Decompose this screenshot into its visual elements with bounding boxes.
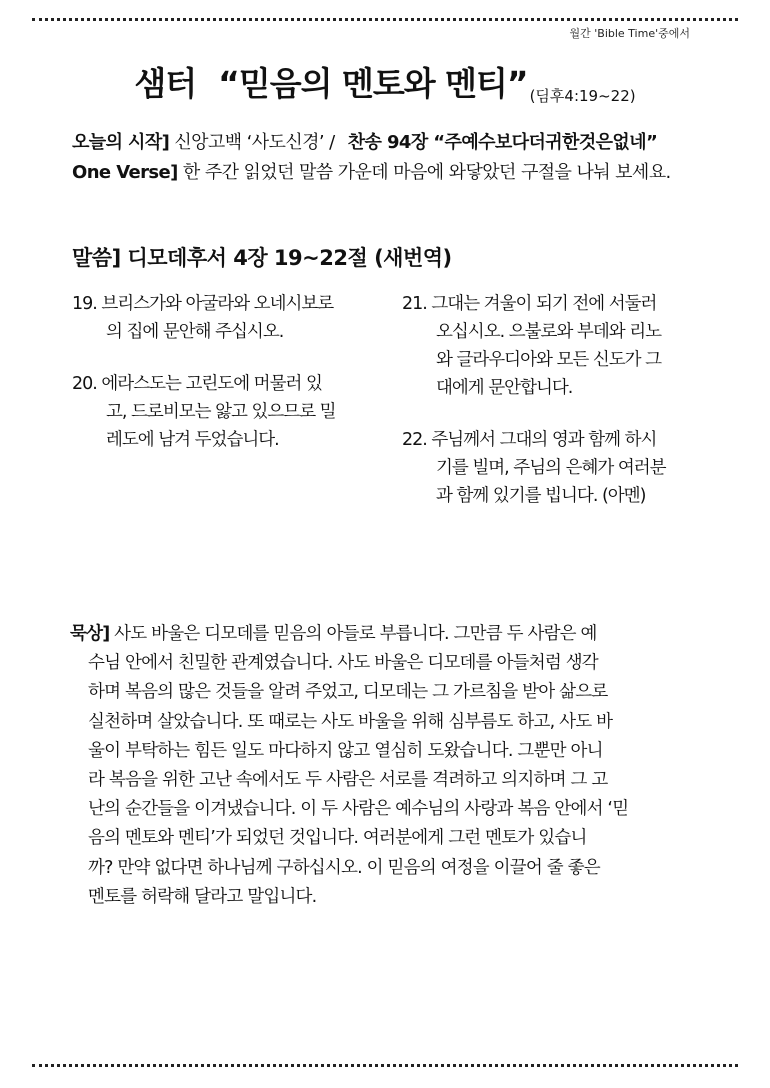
meditation-line: 울이 부탁하는 힘든 일도 마다하지 않고 열심히 도왔습니다. 그뿐만 아니 bbox=[88, 740, 603, 761]
creed-text: 신앙고백 ‘사도신경’ / bbox=[174, 132, 335, 153]
meditation-line: 수님 안에서 친밀한 관계였습니다. 사도 바울은 디모데를 아들처럼 생각 bbox=[88, 653, 598, 674]
meditation-label: 묵상] bbox=[70, 624, 110, 644]
start-label: 오늘의 시작] bbox=[72, 132, 170, 153]
one-verse-text: 한 주간 읽었던 말씀 가운데 마음에 와닿았던 구절을 나눠 보세요. bbox=[182, 162, 671, 183]
verse-22: 22. 주님께서 그대의 영과 함께 하시 기를 빌며, 주님의 은혜가 여러분 과 함께 있기를 빕니다. (아멘) bbox=[402, 430, 666, 506]
title-reference: (딤후4:19~22) bbox=[529, 87, 636, 105]
meditation-section bbox=[70, 620, 730, 912]
verse-19: 19. 브리스가와 아굴라와 오네시보로 의 집에 문안해 주십시오. bbox=[72, 294, 334, 342]
meditation-line: 멘토를 허락해 달라고 말입니다. bbox=[88, 886, 317, 907]
source-note: 월간 'Bible Time'중에서 bbox=[569, 27, 690, 40]
page-title bbox=[0, 64, 770, 116]
intro-line bbox=[72, 130, 657, 156]
hymn-text: 찬송 94장 “주예수보다더귀한것은없네” bbox=[347, 132, 658, 153]
meditation-line: 난의 순간들을 이겨냈습니다. 이 두 사람은 예수님의 사랑과 복음 안에서 ‘믿 bbox=[88, 799, 629, 820]
top-dotted-rule bbox=[32, 18, 738, 21]
meditation-line: 라 복음을 위한 고난 속에서도 두 사람은 서로를 격려하고 의지하며 그 고 bbox=[88, 770, 608, 791]
meditation-line: 음의 멘토와 멘티’가 되었던 것입니다. 여러분에게 그런 멘토가 있습니 bbox=[88, 828, 587, 849]
title-main: “믿음의 멘토와 멘티” bbox=[218, 64, 528, 103]
meditation-line: 하며 복음의 많은 것들을 알려 주었고, 디모데는 그 가르침을 받아 삶으로 bbox=[88, 682, 608, 703]
bottom-dotted-rule bbox=[32, 1064, 738, 1067]
verse-20: 20. 에라스도는 고린도에 머물러 있 고, 드로비모는 앓고 있으므로 밀 레도에 남겨 두었습니다. bbox=[72, 374, 336, 450]
meditation-line: 실천하며 살았습니다. 또 때로는 사도 바울을 위해 심부름도 하고, 사도 바 bbox=[88, 711, 613, 732]
title-prefix: 샘터 bbox=[134, 64, 197, 103]
scripture-heading: 말씀] 디모데후서 4장 19~22절 (새번역) bbox=[72, 246, 452, 270]
verse-21: 21. 그대는 겨울이 되기 전에 서둘러 오십시오. 으불로와 부데와 리노 와 글라우디아와 모든 신도가 그 대에게 문안합니다. bbox=[402, 294, 662, 398]
one-verse-line bbox=[72, 160, 671, 186]
one-verse-label: One Verse] bbox=[72, 162, 178, 183]
meditation-line-first: 묵상] 사도 바울은 디모데를 믿음의 아들로 부릅니다. 그만큼 두 사람은 예 bbox=[70, 624, 597, 644]
meditation-line: 까? 만약 없다면 하나님께 구하십시오. 이 믿음의 여정을 이끌어 줄 좋은 bbox=[88, 857, 600, 878]
